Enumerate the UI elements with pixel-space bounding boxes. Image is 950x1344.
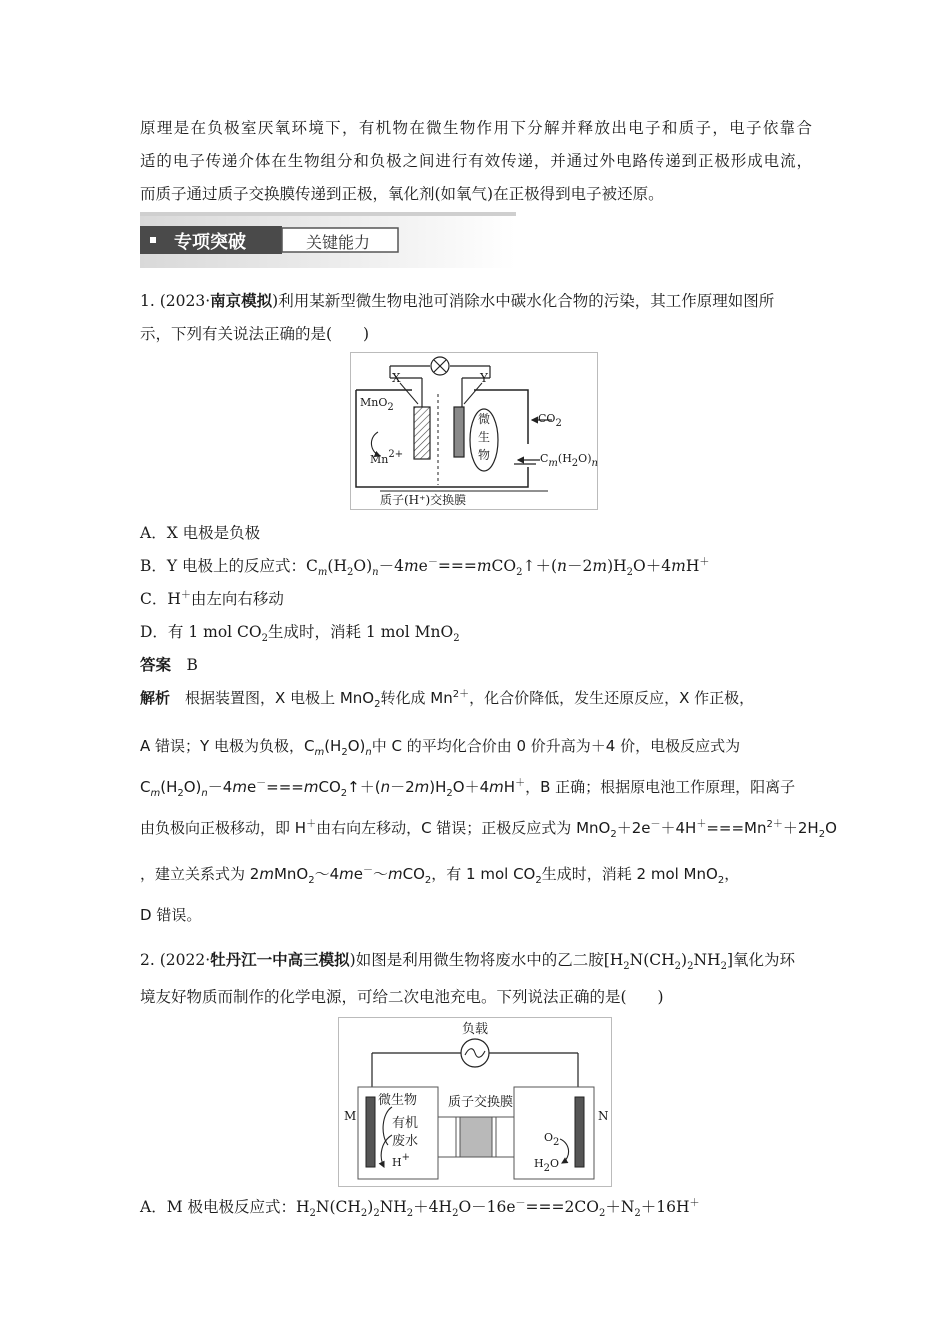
q1-stem-line-1: 1. (2023·南京模拟)利用某新型微生物电池可消除水中碳水化合物的污染，其工作原理如图所 [140,292,775,310]
electrode-x-label: X [392,371,401,385]
mn-ion-label: $Mn^{2+}$ [370,449,404,466]
q1-answer: 答案 B [140,656,198,674]
q1-analysis-line-3: $C_m(H_2O)_n-4me^-===mCO_2↑+(n-2m)H_2O+4mH^+$，B 正确；根据原电池工作原理，阳离子 [140,778,796,799]
water-label: $H_2O$ [534,1157,559,1174]
membrane-label: 质子(H⁺)交换膜 [380,493,467,507]
microbe-label: 微 生 物 [477,412,490,462]
intro-line-1: 原理是在负极室厌氧环境下，有机物在微生物作用下分解并释放出电子和质子，电子依靠合 [140,119,812,137]
q2-source: 牡丹江一中高三模拟 [210,951,350,969]
organic-label-1: 有机 [392,1116,419,1131]
section-tag: 关键能力 [306,233,371,252]
q1-analysis-line-1: 解析 根据装置图，X 电极上 MnO$_2$转化成 $Mn^{2+}$，化合价降低，发生还原反应，X 作正极， [140,689,755,710]
electrode-n-label: N [598,1109,609,1123]
section-banner [140,212,516,268]
carbohydrate-label: $C_m(H_2O)_n$ [540,452,598,469]
q2-stem-line-2: 境友好物质而制作的化学电源，可给二次电池充电。下列说法正确的是( ) [140,988,664,1006]
q1-analysis-line-2: A 错误；Y 电极为负极，$C_m(H_2O)_n$中 C 的平均化合价由 0 价升高为＋4 价，电极反应式为 [140,737,741,758]
load-label: 负载 [462,1022,489,1037]
q1-stem-line-2: 示，下列有关说法正确的是( ) [140,325,370,343]
electrode-m-label: M [344,1109,357,1123]
q1-analysis-line-6: D 错误。 [140,906,202,924]
electrode-y-label: Y [480,371,488,385]
oxygen-label: $O_2$ [544,1131,560,1148]
q1-figure [350,352,598,510]
membrane-label-2: 质子交换膜 [448,1095,514,1110]
proton-label: H+ [392,1152,410,1169]
microbe-label-2: 微生物 [378,1093,418,1108]
q2-figure [338,1017,612,1187]
q1-analysis-line-4: 由负极向正极移动，即 H＋由右向左移动，C 错误；正极反应式为 $MnO_2+2e^-+4H^+===Mn^{2+}+2H_2O$ [140,819,837,840]
mno2-label: MnO$_2$ [360,396,394,413]
q1-source: 南京模拟 [210,292,273,310]
co2-label: $CO_2$ [538,412,562,429]
section-title: 专项突破 [174,232,246,253]
organic-label-2: 废水 [392,1134,419,1149]
intro-line-3: 而质子通过质子交换膜传递到正极，氧化剂(如氧气)在正极得到电子被还原。 [140,185,664,203]
q1-option-d: D．有 1 mol $CO_2$生成时，消耗 1 mol MnO$_2$ [140,623,460,644]
q1-option-c: C．H＋由左向右移动 [140,590,284,608]
q1-analysis-line-5: ，建立关系式为 2mMnO$_2$～4me－～mCO$_2$，有 1 mol $CO_2$生成时，消耗 2 mol MnO$_2$， [140,865,740,886]
q1-option-a: A．X 电极是负极 [140,524,261,542]
q2-option-a: A．M 极电极反应式：$H_2N(CH_2)_2NH_2+4H_2O-16e^-===2CO_2+N_2+16H^+$ [140,1198,700,1219]
intro-line-2: 适的电子传递介体在生物组分和负极之间进行有效传递，并通过外电路传递到正极形成电流， [140,152,812,170]
q1-option-b: B．Y 电极上的反应式：$C_m(H_2O)_n-4me^-===mCO_2↑+(n-2m)H_2O+4mH^+$ [140,557,710,578]
q2-stem-line-1: 2. (2022·牡丹江一中高三模拟)如图是利用微生物将废水中的乙二胺$[H_2N(CH_2)_2NH_2]$氧化为环 [140,951,795,972]
